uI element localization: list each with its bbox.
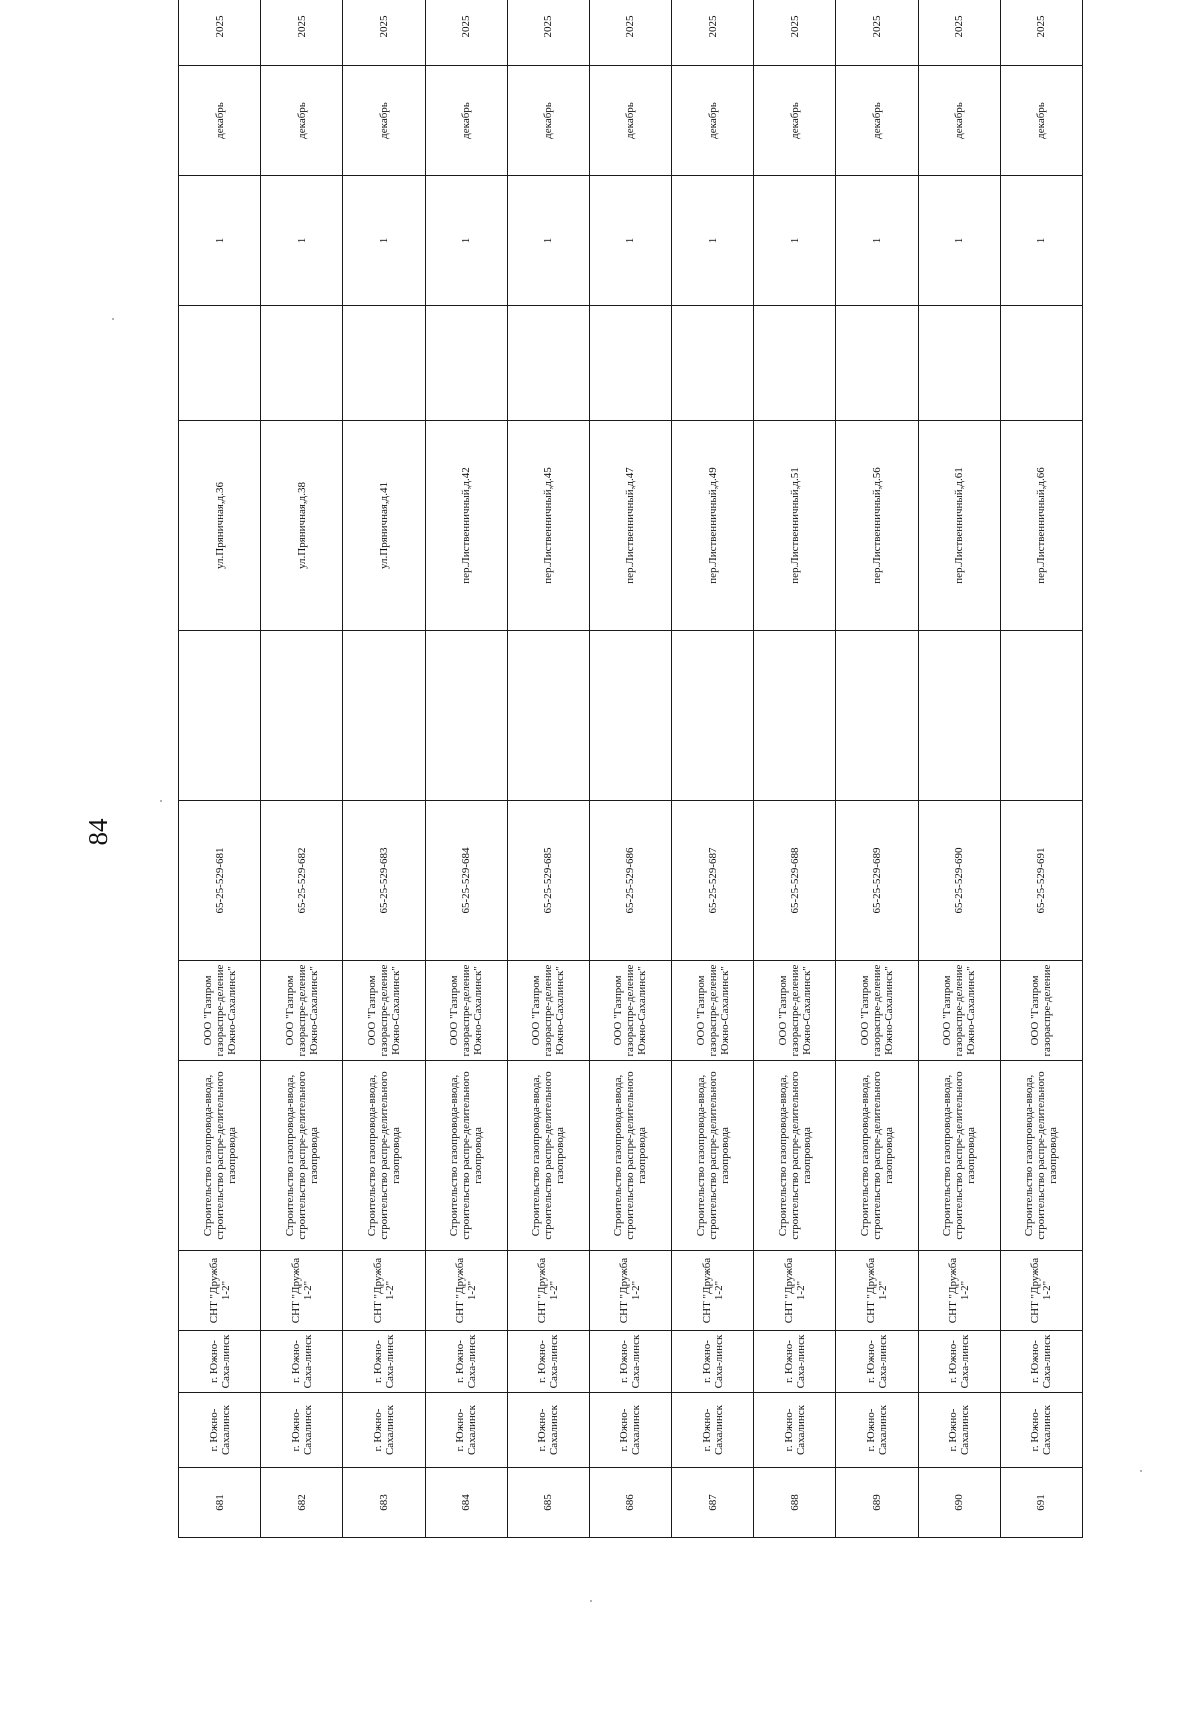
- snt-cell: СНТ "Дружба 1-2": [918, 1251, 1000, 1331]
- row-number-cell: 688: [754, 1468, 836, 1538]
- year-cell: 2025: [589, 0, 671, 66]
- row-number-cell: 687: [672, 1468, 754, 1538]
- extra-cell: [918, 631, 1000, 801]
- address-cell: пер.Лиственничный,д.47: [589, 421, 671, 631]
- organization-cell: ООО "Газпром газораспре-деление Южно-Сахалинск": [754, 961, 836, 1061]
- count-cell: 1: [672, 176, 754, 306]
- month-cell: декабрь: [672, 66, 754, 176]
- address-cell: ул.Пряничная,д.41: [343, 421, 425, 631]
- blank-cell: [179, 306, 261, 421]
- work-description-cell: Строительство газопровода-ввода, строительство распре-делительного газопровода: [179, 1061, 261, 1251]
- work-description-cell: Строительство газопровода-ввода, строительство распре-делительного газопровода: [918, 1061, 1000, 1251]
- district-cell: г. Южно-Саха-линск: [836, 1331, 918, 1393]
- registry-code-cell: 65-25-529-685: [507, 801, 589, 961]
- year-cell: 2025: [1000, 0, 1082, 66]
- count-cell: 1: [836, 176, 918, 306]
- table-row: [425, 0, 507, 1538]
- address-cell: ул.Пряничная,д.36: [179, 421, 261, 631]
- snt-cell: СНТ "Дружба 1-2": [507, 1251, 589, 1331]
- count-cell: 1: [589, 176, 671, 306]
- scan-speck: [160, 800, 162, 802]
- month-cell: декабрь: [343, 66, 425, 176]
- year-cell: 2025: [918, 0, 1000, 66]
- district-cell: г. Южно-Саха-линск: [261, 1331, 343, 1393]
- address-cell: пер.Лиственничный,д.45: [507, 421, 589, 631]
- snt-cell: СНТ "Дружба 1-2": [179, 1251, 261, 1331]
- count-cell: 1: [1000, 176, 1082, 306]
- extra-cell: [179, 631, 261, 801]
- organization-cell: ООО "Газпром газораспре-деление Южно-Сахалинск": [918, 961, 1000, 1061]
- table-row: [343, 0, 425, 1538]
- blank-cell: [425, 306, 507, 421]
- row-number-cell: 682: [261, 1468, 343, 1538]
- registry-code-cell: 65-25-529-687: [672, 801, 754, 961]
- snt-cell: СНТ "Дружба 1-2": [343, 1251, 425, 1331]
- extra-cell: [754, 631, 836, 801]
- row-number-cell: 691: [1000, 1468, 1082, 1538]
- district-cell: г. Южно-Саха-линск: [343, 1331, 425, 1393]
- registry-code-cell: 65-25-529-689: [836, 801, 918, 961]
- locality-cell: г. Южно-Сахалинск: [343, 1393, 425, 1468]
- blank-cell: [507, 306, 589, 421]
- district-cell: г. Южно-Саха-линск: [507, 1331, 589, 1393]
- month-cell: декабрь: [261, 66, 343, 176]
- district-cell: г. Южно-Саха-линск: [754, 1331, 836, 1393]
- rotated-table-container: [178, 15, 1083, 1538]
- district-cell: г. Южно-Саха-линск: [589, 1331, 671, 1393]
- registry-code-cell: 65-25-529-688: [754, 801, 836, 961]
- month-cell: декабрь: [589, 66, 671, 176]
- count-cell: 1: [343, 176, 425, 306]
- month-cell: декабрь: [918, 66, 1000, 176]
- work-description-cell: Строительство газопровода-ввода, строительство распре-делительного газопровода: [343, 1061, 425, 1251]
- registry-code-cell: 65-25-529-690: [918, 801, 1000, 961]
- scan-speck: [590, 1600, 592, 1602]
- table-row: [836, 0, 918, 1538]
- address-cell: пер.Лиственничный,д.61: [918, 421, 1000, 631]
- work-description-cell: Строительство газопровода-ввода, строительство распре-делительного газопровода: [261, 1061, 343, 1251]
- snt-cell: СНТ "Дружба 1-2": [1000, 1251, 1082, 1331]
- extra-cell: [836, 631, 918, 801]
- address-cell: пер.Лиственничный,д.51: [754, 421, 836, 631]
- address-cell: пер.Лиственничный,д.56: [836, 421, 918, 631]
- row-number-cell: 683: [343, 1468, 425, 1538]
- year-cell: 2025: [343, 0, 425, 66]
- blank-cell: [343, 306, 425, 421]
- blank-cell: [836, 306, 918, 421]
- extra-cell: [343, 631, 425, 801]
- snt-cell: СНТ "Дружба 1-2": [589, 1251, 671, 1331]
- blank-cell: [754, 306, 836, 421]
- count-cell: 1: [261, 176, 343, 306]
- month-cell: декабрь: [754, 66, 836, 176]
- organization-cell: ООО "Газпром газораспре-деление Южно-Сахалинск": [836, 961, 918, 1061]
- extra-cell: [672, 631, 754, 801]
- table-row: [179, 0, 261, 1538]
- organization-cell: ООО "Газпром газораспре-деление Южно-Сахалинск": [343, 961, 425, 1061]
- locality-cell: г. Южно-Сахалинск: [507, 1393, 589, 1468]
- row-number-cell: 684: [425, 1468, 507, 1538]
- district-cell: г. Южно-Саха-линск: [918, 1331, 1000, 1393]
- month-cell: декабрь: [179, 66, 261, 176]
- organization-cell: ООО "Газпром газораспре-деление Южно-Сахалинск": [425, 961, 507, 1061]
- year-cell: 2025: [507, 0, 589, 66]
- page-number: 84: [83, 818, 113, 846]
- locality-cell: г. Южно-Сахалинск: [179, 1393, 261, 1468]
- locality-cell: г. Южно-Сахалинск: [1000, 1393, 1082, 1468]
- work-description-cell: Строительство газопровода-ввода, строительство распре-делительного газопровода: [754, 1061, 836, 1251]
- gasification-table: [178, 0, 1083, 1538]
- snt-cell: СНТ "Дружба 1-2": [672, 1251, 754, 1331]
- registry-code-cell: 65-25-529-682: [261, 801, 343, 961]
- count-cell: 1: [918, 176, 1000, 306]
- extra-cell: [261, 631, 343, 801]
- registry-code-cell: 65-25-529-691: [1000, 801, 1082, 961]
- organization-cell: ООО "Газпром газораспре-деление Южно-Сахалинск": [507, 961, 589, 1061]
- organization-cell: ООО "Газпром газораспре-деление Южно-Сахалинск": [589, 961, 671, 1061]
- table-area: [178, 15, 1083, 1538]
- year-cell: 2025: [261, 0, 343, 66]
- organization-cell: ООО "Газпром газораспре-деление Южно-Сахалинск": [261, 961, 343, 1061]
- work-description-cell: Строительство газопровода-ввода, строительство распре-делительного газопровода: [672, 1061, 754, 1251]
- year-cell: 2025: [754, 0, 836, 66]
- registry-code-cell: 65-25-529-683: [343, 801, 425, 961]
- table-row: [754, 0, 836, 1538]
- count-cell: 1: [179, 176, 261, 306]
- count-cell: 1: [425, 176, 507, 306]
- address-cell: пер.Лиственничный,д.49: [672, 421, 754, 631]
- registry-code-cell: 65-25-529-681: [179, 801, 261, 961]
- extra-cell: [1000, 631, 1082, 801]
- row-number-cell: 690: [918, 1468, 1000, 1538]
- blank-cell: [1000, 306, 1082, 421]
- table-row: [672, 0, 754, 1538]
- registry-code-cell: 65-25-529-684: [425, 801, 507, 961]
- table-row: [918, 0, 1000, 1538]
- locality-cell: г. Южно-Сахалинск: [918, 1393, 1000, 1468]
- district-cell: г. Южно-Саха-линск: [179, 1331, 261, 1393]
- row-number-cell: 689: [836, 1468, 918, 1538]
- address-cell: ул.Пряничная,д.38: [261, 421, 343, 631]
- district-cell: г. Южно-Саха-линск: [425, 1331, 507, 1393]
- year-cell: 2025: [836, 0, 918, 66]
- organization-cell: ООО "Газпром газораспре-деление Южно-Сахалинск": [179, 961, 261, 1061]
- snt-cell: СНТ "Дружба 1-2": [836, 1251, 918, 1331]
- month-cell: декабрь: [507, 66, 589, 176]
- extra-cell: [425, 631, 507, 801]
- address-cell: пер.Лиственничный,д.42: [425, 421, 507, 631]
- blank-cell: [672, 306, 754, 421]
- year-cell: 2025: [672, 0, 754, 66]
- extra-cell: [507, 631, 589, 801]
- locality-cell: г. Южно-Сахалинск: [425, 1393, 507, 1468]
- count-cell: 1: [507, 176, 589, 306]
- row-number-cell: 685: [507, 1468, 589, 1538]
- extra-cell: [589, 631, 671, 801]
- blank-cell: [589, 306, 671, 421]
- organization-cell: ООО "Газпром газораспре-деление Южно-Сахалинск": [672, 961, 754, 1061]
- table-row: [1000, 0, 1082, 1538]
- snt-cell: СНТ "Дружба 1-2": [425, 1251, 507, 1331]
- blank-cell: [261, 306, 343, 421]
- work-description-cell: Строительство газопровода-ввода, строительство распре-делительного газопровода: [836, 1061, 918, 1251]
- registry-code-cell: 65-25-529-686: [589, 801, 671, 961]
- table-row: [507, 0, 589, 1538]
- scan-speck: [112, 318, 114, 320]
- month-cell: декабрь: [1000, 66, 1082, 176]
- month-cell: декабрь: [836, 66, 918, 176]
- year-cell: 2025: [179, 0, 261, 66]
- work-description-cell: Строительство газопровода-ввода, строительство распре-делительного газопровода: [589, 1061, 671, 1251]
- blank-cell: [918, 306, 1000, 421]
- district-cell: г. Южно-Саха-линск: [1000, 1331, 1082, 1393]
- snt-cell: СНТ "Дружба 1-2": [261, 1251, 343, 1331]
- work-description-cell: Строительство газопровода-ввода, строительство распре-делительного газопровода: [1000, 1061, 1082, 1251]
- count-cell: 1: [754, 176, 836, 306]
- locality-cell: г. Южно-Сахалинск: [261, 1393, 343, 1468]
- table-row: [261, 0, 343, 1538]
- address-cell: пер.Лиственничный,д.66: [1000, 421, 1082, 631]
- row-number-cell: 686: [589, 1468, 671, 1538]
- year-cell: 2025: [425, 0, 507, 66]
- district-cell: г. Южно-Саха-линск: [672, 1331, 754, 1393]
- work-description-cell: Строительство газопровода-ввода, строительство распре-делительного газопровода: [425, 1061, 507, 1251]
- locality-cell: г. Южно-Сахалинск: [589, 1393, 671, 1468]
- locality-cell: г. Южно-Сахалинск: [754, 1393, 836, 1468]
- table-body: [179, 0, 1083, 1538]
- row-number-cell: 681: [179, 1468, 261, 1538]
- table-row: [589, 0, 671, 1538]
- scan-speck: [1140, 1470, 1142, 1472]
- month-cell: декабрь: [425, 66, 507, 176]
- snt-cell: СНТ "Дружба 1-2": [754, 1251, 836, 1331]
- locality-cell: г. Южно-Сахалинск: [672, 1393, 754, 1468]
- organization-cell: ООО "Газпром газораспре-деление: [1000, 961, 1082, 1061]
- locality-cell: г. Южно-Сахалинск: [836, 1393, 918, 1468]
- work-description-cell: Строительство газопровода-ввода, строительство распре-делительного газопровода: [507, 1061, 589, 1251]
